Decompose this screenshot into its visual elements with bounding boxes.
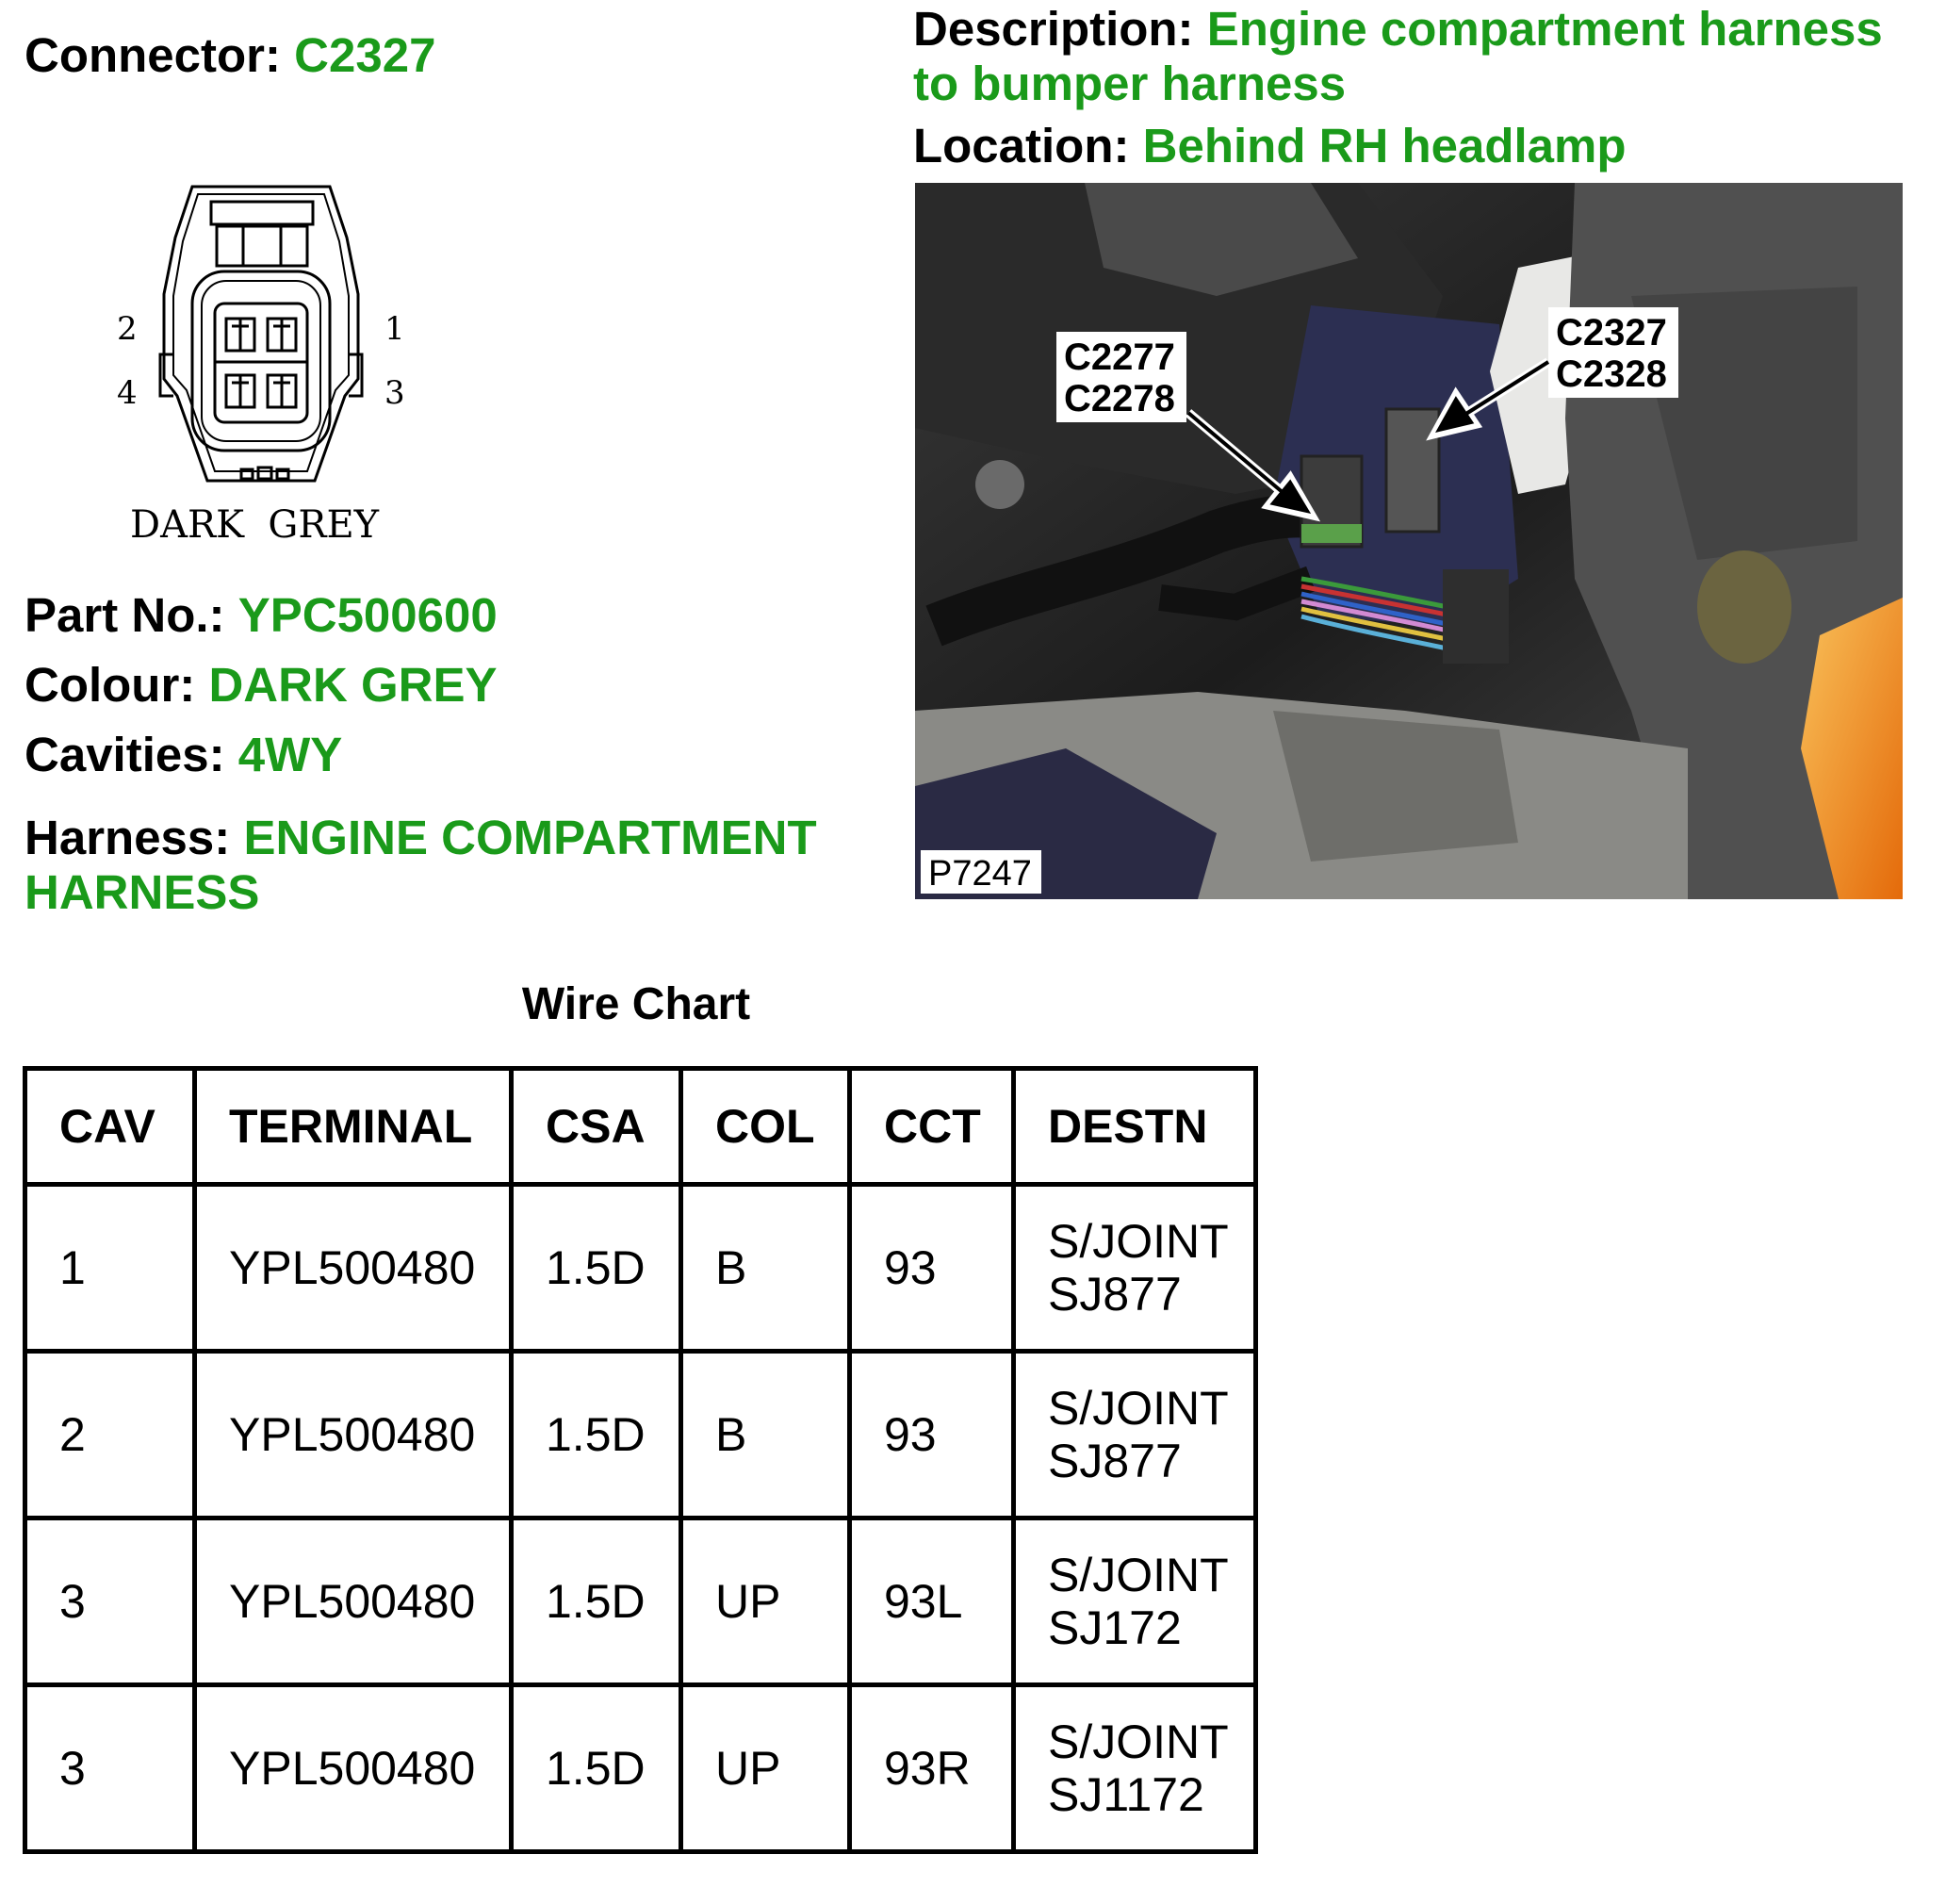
cell-cct: 93 — [850, 1185, 1014, 1352]
cell-cav: 2 — [25, 1352, 195, 1518]
cell-destn: S/JOINT SJ877 — [1014, 1185, 1256, 1352]
table-row — [25, 1352, 1256, 1518]
cell-cav: 3 — [25, 1685, 195, 1852]
cell-csa: 1.5D — [512, 1352, 681, 1518]
pin-label-4: 4 — [117, 374, 138, 412]
cavities-label: Cavities: — [25, 728, 225, 781]
colour-label: Colour: — [25, 658, 196, 712]
connector-value: C2327 — [294, 28, 436, 82]
cell-col: UP — [681, 1518, 850, 1685]
header-terminal: TERMINAL — [195, 1069, 512, 1185]
location-field — [913, 119, 1627, 173]
cell-terminal: YPL500480 — [195, 1518, 512, 1685]
header-destn: DESTN — [1014, 1069, 1256, 1185]
location-label: Location: — [913, 119, 1130, 172]
location-value: Behind RH headlamp — [1142, 119, 1627, 172]
header-col: COL — [681, 1069, 850, 1185]
description-field — [913, 2, 1931, 111]
cell-cct: 93 — [850, 1352, 1014, 1518]
description-label: Description: — [913, 2, 1194, 56]
connector-face-diagram — [111, 181, 413, 558]
cell-cav: 1 — [25, 1185, 195, 1352]
colour-field — [25, 658, 498, 713]
harness-value: ENGINE COMPARTMENT HARNESS — [25, 811, 817, 919]
pin-label-3: 3 — [384, 374, 405, 412]
header-csa: CSA — [512, 1069, 681, 1185]
wire-chart-table — [23, 1066, 1258, 1854]
cavities-value: 4WY — [237, 728, 343, 781]
header-cav: CAV — [25, 1069, 195, 1185]
cell-col: UP — [681, 1685, 850, 1852]
cell-col: B — [681, 1352, 850, 1518]
cell-cct: 93L — [850, 1518, 1014, 1685]
diagram-colour-caption: DARK GREY — [130, 503, 380, 547]
cell-terminal: YPL500480 — [195, 1685, 512, 1852]
table-row — [25, 1518, 1256, 1685]
cell-csa: 1.5D — [512, 1185, 681, 1352]
connector-label: Connector: — [25, 28, 281, 82]
cell-destn: S/JOINT SJ877 — [1014, 1352, 1256, 1518]
callout-c2277: C2277 — [1064, 336, 1175, 378]
connector-field — [25, 28, 435, 83]
cell-terminal: YPL500480 — [195, 1185, 512, 1352]
callout-c2278: C2278 — [1064, 378, 1175, 419]
table-header-row — [25, 1069, 1256, 1185]
photo-reference: P7247 — [928, 854, 1032, 894]
cavities-field — [25, 728, 342, 782]
cell-csa: 1.5D — [512, 1685, 681, 1852]
cell-cav: 3 — [25, 1518, 195, 1685]
description-value: Engine compartment harness to bumper harness — [913, 2, 1883, 110]
callout-c2328: C2328 — [1556, 353, 1667, 395]
callout-c2327: C2327 — [1556, 312, 1667, 353]
cell-destn: S/JOINT SJ1172 — [1014, 1685, 1256, 1852]
pin-label-1: 1 — [384, 310, 405, 348]
cell-terminal: YPL500480 — [195, 1352, 512, 1518]
pin-label-2: 2 — [117, 310, 138, 348]
table-row — [25, 1185, 1256, 1352]
wire-chart-title: Wire Chart — [521, 979, 751, 1029]
part-no-field — [25, 588, 498, 643]
harness-field — [25, 811, 854, 920]
cell-csa: 1.5D — [512, 1518, 681, 1685]
table-row — [25, 1685, 1256, 1852]
part-no-label: Part No.: — [25, 588, 225, 642]
colour-value: DARK GREY — [208, 658, 498, 712]
cell-cct: 93R — [850, 1685, 1014, 1852]
cell-col: B — [681, 1185, 850, 1352]
header-cct: CCT — [850, 1069, 1014, 1185]
part-no-value: YPC500600 — [237, 588, 498, 642]
location-photo — [915, 183, 1903, 899]
harness-label: Harness: — [25, 811, 231, 864]
cell-destn: S/JOINT SJ172 — [1014, 1518, 1256, 1685]
